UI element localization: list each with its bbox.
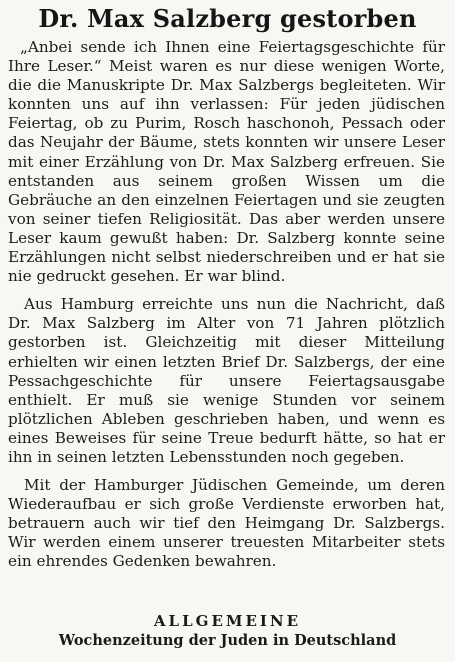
article-paragraph-3: Mit der Hamburger Jüdischen Gemeinde, um deren Wiederaufbau er sich große Verdienste erworben hat, betrauern auch wir tief den Heimgang Dr. Salzbergs. Wir werden einem unserer treuesten Mitarbeiter stets ein ehrendes Gedenken bewahren.	[8, 476, 445, 571]
article-paragraph-2: Aus Hamburg erreichte uns nun die Nachricht, daß Dr. Max Salzberg im Alter von 71 Jahren plötzlich gestorben ist. Gleichzeitig mit dieser Mitteilung erhielten wir einen letzten Brief Dr. Salzbergs, der eine Pessachgeschichte für unsere Feiertagsausgabe enthielt. Er muß sie wenige Stunden vor seinem plötzlichen Ableben geschrieben haben, und wenn es eines Beweises für seine Treue bedurft hätte, so hat er ihn in seinen letzten Lebensstunden noch gegeben.	[8, 295, 445, 466]
article-body	[8, 38, 445, 581]
signoff-paper: Wochenzeitung der Juden in Deutschland	[58, 632, 397, 649]
signoff-org: ALLGEMEINE	[153, 612, 302, 630]
article-headline: Dr. Max Salzberg gestorben	[38, 4, 417, 33]
article-paragraph-1: „Anbei sende ich Ihnen eine Feiertagsgeschichte für Ihre Leser.“ Meist waren es nur diese wenigen Worte, die die Manuskripte Dr. Max Salzbergs begleiteten. Wir konnten uns auf ihn verlassen: Für jeden jüdischen Feiertag, ob zu Purim, Rosch haschonoh, Pessach oder das Neujahr der Bäume, stets konnten wir unsere Leser mit einer Erzählung von Dr. Max Salzberg erfreuen. Sie entstanden aus seinem großen Wissen um die Gebräuche an den einzelnen Feiertagen und sie zeugten von seiner tiefen Religiosität. Das aber werden unsere Leser kaum gewußt haben: Dr. Salzberg konnte seine Erzählungen nicht selbst niederschreiben und er hat sie nie gedruckt gesehen. Er war blind.	[8, 38, 445, 286]
article-signoff	[0, 612, 455, 650]
